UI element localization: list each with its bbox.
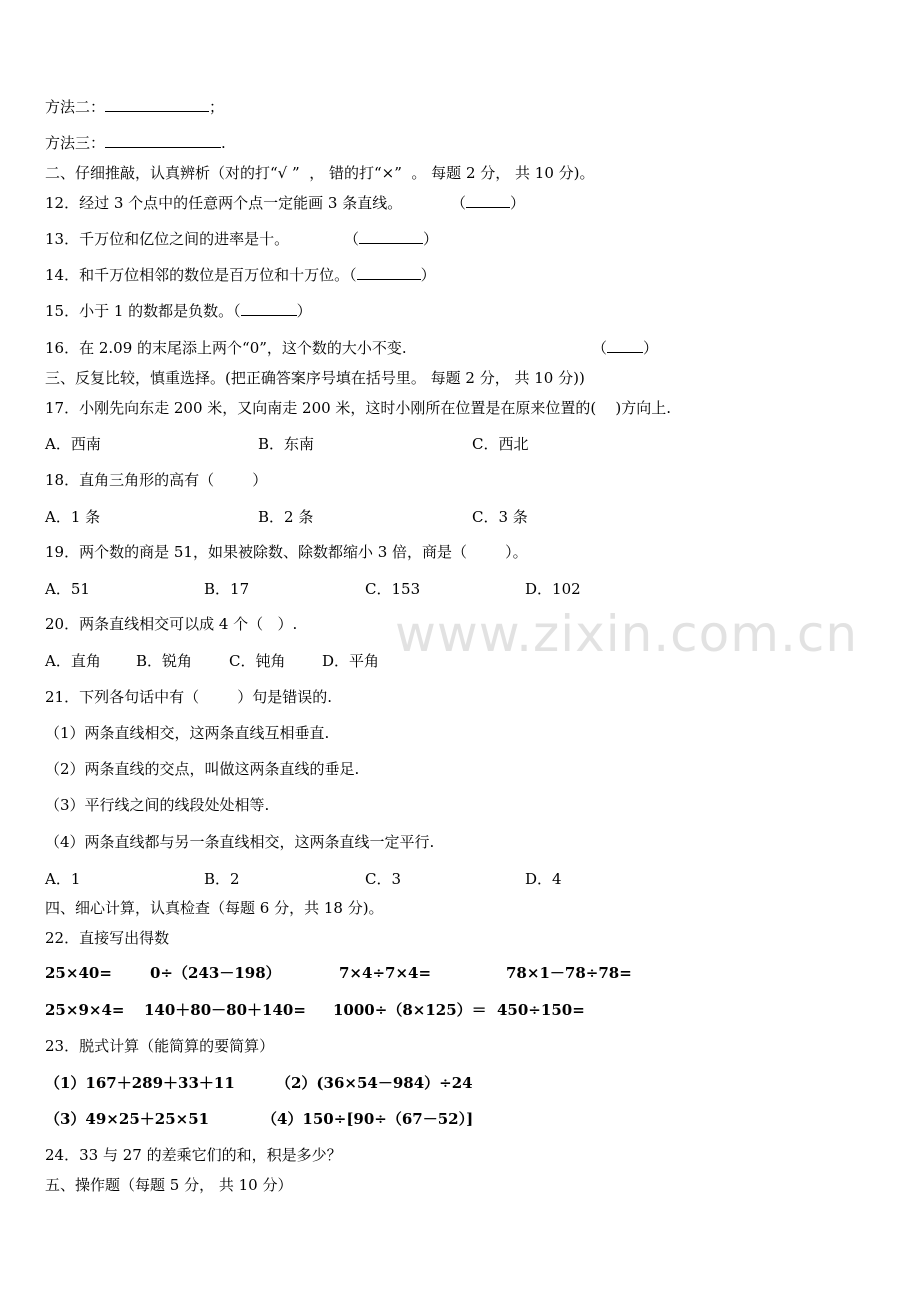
q23-expr-4: （4）150÷[90÷（67－52）]: [262, 1110, 474, 1128]
q22-text: 22．直接写出得数: [45, 929, 170, 947]
q24-text: 24．33 与 27 的差乘它们的和，积是多少？: [45, 1146, 342, 1164]
method3-label: 方法三：: [45, 134, 106, 152]
method3-blank[interactable]: [105, 133, 221, 148]
q21-option-c[interactable]: C．3: [365, 870, 402, 888]
section-3-title: 三、反复比较，慎重选择。(把正确答案序号填在括号里。 每题 2 分， 共 10 分)): [45, 369, 585, 387]
q17-text: 17．小刚先向东走 200 米，又向南走 200 米，这时小刚所在位置是在原来位置的( )方向上.: [45, 399, 671, 417]
q18-option-a[interactable]: A．1 条: [45, 508, 101, 526]
q22-expr-4: 78×1－78÷78=: [506, 964, 632, 982]
q22-expr-2: 0÷（243－198）: [150, 964, 281, 982]
q16-blank[interactable]: [607, 338, 643, 353]
q14-line: [45, 265, 436, 285]
q17-option-c[interactable]: C．西北: [472, 435, 529, 453]
q13-text: 13．千万位和亿位之间的进率是十。: [45, 230, 290, 248]
q19-text: 19．两个数的商是 51，如果被除数、除数都缩小 3 倍，商是（ ）。: [45, 543, 528, 561]
q20-option-a[interactable]: A．直角: [45, 652, 101, 670]
q18-option-b[interactable]: B．2 条: [258, 508, 314, 526]
q21-option-d[interactable]: D．4: [525, 870, 562, 888]
q21-item-2: （2）两条直线的交点，叫做这两条直线的垂足.: [45, 760, 360, 778]
q16-text: 16．在 2.09 的末尾添上两个“0”，这个数的大小不变.: [45, 339, 407, 357]
method2-suffix: ；: [209, 98, 225, 116]
q15-blank[interactable]: [241, 301, 297, 316]
q22-expr-5: 25×9×4=: [45, 1001, 125, 1019]
q16-paren-open: （: [592, 339, 608, 357]
method2-label: 方法二：: [45, 98, 106, 116]
q12-answer: [451, 193, 525, 213]
q20-option-b[interactable]: B．锐角: [136, 652, 193, 670]
q13-paren-open: （: [344, 230, 360, 248]
q21-option-a[interactable]: A．1: [45, 870, 81, 888]
q20-text: 20．两条直线相交可以成 4 个（ ）.: [45, 615, 298, 633]
q18-text: 18．直角三角形的高有（ ）: [45, 471, 268, 489]
q17-option-a[interactable]: A．西南: [45, 435, 101, 453]
q20-option-d[interactable]: D．平角: [322, 652, 380, 670]
q16-answer: [592, 338, 658, 358]
method2-line: [45, 97, 224, 117]
method3-suffix: .: [221, 134, 226, 152]
q12-paren-open: （: [451, 194, 467, 212]
q18-option-c[interactable]: C．3 条: [472, 508, 528, 526]
section-2-title: 二、仔细推敲，认真辨析（对的打“√ ” ， 错的打“×” 。 每题 2 分， 共 10 分)。: [45, 164, 595, 182]
q21-item-3: （3）平行线之间的线段处处相等.: [45, 796, 270, 814]
q22-expr-8: 450÷150=: [497, 1001, 585, 1019]
q19-option-b[interactable]: B．17: [204, 580, 250, 598]
q12-text: 12．经过 3 个点中的任意两个点一定能画 3 条直线。: [45, 194, 403, 212]
q12-blank[interactable]: [466, 193, 510, 208]
q13-paren-close: ）: [423, 230, 439, 248]
q13-blank[interactable]: [359, 229, 423, 244]
q22-expr-1: 25×40=: [45, 964, 112, 982]
q22-expr-7: 1000÷（8×125）＝: [333, 1001, 487, 1019]
section-5-title: 五、操作题（每题 5 分， 共 10 分）: [45, 1176, 293, 1194]
q22-expr-3: 7×4÷7×4=: [339, 964, 432, 982]
method2-blank[interactable]: [105, 97, 209, 112]
q21-text: 21．下列各句话中有（ ）句是错误的.: [45, 688, 333, 706]
method3-line: [45, 133, 226, 153]
q20-option-c[interactable]: C．钝角: [229, 652, 286, 670]
q19-option-a[interactable]: A．51: [45, 580, 90, 598]
q19-option-d[interactable]: D．102: [525, 580, 581, 598]
q22-expr-6: 140＋80－80＋140=: [144, 1001, 306, 1019]
q23-expr-1: （1）167＋289＋33＋11: [45, 1074, 235, 1092]
q15-paren-close: ）: [296, 302, 312, 320]
q23-expr-3: （3）49×25＋25×51: [45, 1110, 210, 1128]
q21-item-4: （4）两条直线都与另一条直线相交，这两条直线一定平行.: [45, 833, 435, 851]
q23-text: 23．脱式计算（能简算的要简算）: [45, 1037, 275, 1055]
q12-paren-close: ）: [510, 194, 526, 212]
section-4-title: 四、细心计算，认真检查（每题 6 分，共 18 分)。: [45, 899, 384, 917]
q21-option-b[interactable]: B．2: [204, 870, 240, 888]
q15-text: 15．小于 1 的数都是负数。（: [45, 302, 241, 320]
watermark: www.zixin.com.cn: [395, 605, 859, 663]
q14-text: 14．和千万位相邻的数位是百万位和十万位。（: [45, 266, 357, 284]
q23-expr-2: （2）(36×54－984）÷24: [276, 1074, 473, 1092]
q19-option-c[interactable]: C．153: [365, 580, 421, 598]
q21-item-1: （1）两条直线相交，这两条直线互相垂直.: [45, 724, 330, 742]
q17-option-b[interactable]: B．东南: [258, 435, 315, 453]
q13-answer: [344, 229, 438, 249]
q14-paren-close: ）: [420, 266, 436, 284]
q16-paren-close: ）: [643, 339, 659, 357]
q15-line: [45, 301, 312, 321]
q14-blank[interactable]: [357, 265, 421, 280]
